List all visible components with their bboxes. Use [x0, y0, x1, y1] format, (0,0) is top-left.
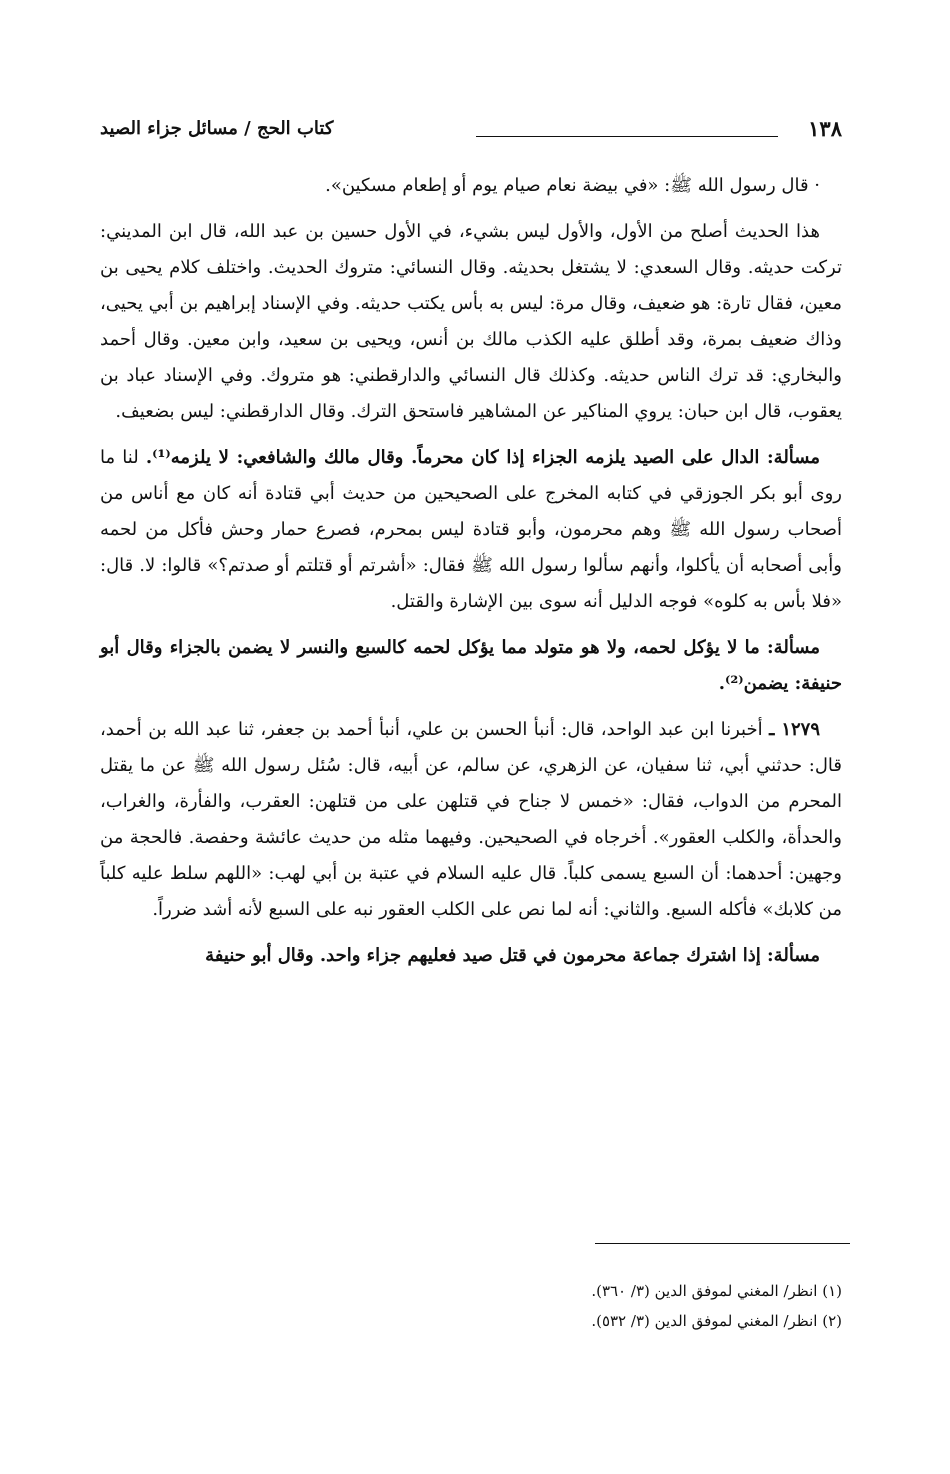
hadith-number: ١٢٧٩ ـ — [769, 719, 820, 740]
paragraph-text: أخبرنا ابن عبد الواحد، قال: أنبأ الحسن بن علي، أنبأ أحمد بن جعفر، ثنا عبد الله بن أحمد، قال: حدثني أبي، ثنا سفيان، عن الزهري، عن سالم، عن أبيه، قال: سُئل رسول الله ﷺ عن ما يقتل المحرم من الدواب، فقال: «خمس لا جناح في قتلهن على من قتلهن: العقرب، والفأرة، والغراب، والحدأة، والكلب العقور». أخرجاه في الصحيحين. وفيهما مثله من حديث عائشة وحفصة. فالحجة من وجهين: أحدهما: أن السبع يسمى كلباً. قال عليه السلام في عتبة بن أبي لهب: «اللهم سلط عليه كلباً من كلابك» فأكله السبع. والثاني: أنه لما نص على الكلب العقور نبه على السبع لأنه أشد ضرراً. — [100, 719, 842, 920]
paragraph-masala-dal — [100, 440, 842, 620]
paragraph-text: · قال رسول الله ﷺ: «في بيضة نعام صيام يوم أو إطعام مسكين». — [325, 175, 820, 196]
page-number: ١٣٨ — [808, 116, 842, 141]
paragraph-text: لنا ما روى أبو بكر الجوزقي في كتابه المخرج على الصحيحين من حديث أبي قتادة أنه كان مع أناس من أصحاب رسول الله ﷺ وهم محرمون، وأبو قتادة ليس بمحرم، فصرع حمار وحش فأكل من لحمه وأبى أصحابه أن يأكلوا، وأنهم سألوا رسول الله ﷺ فقال: «أشرتم أو قتلتم أو صدتم؟» قالوا: لا. قال: «فلا بأس به كلوه» فوجه الدليل أنه سوى بين الإشارة والقتل. — [100, 447, 842, 612]
main-text — [100, 168, 842, 984]
footnote-2: (٢) انظر/ المغني لموفق الدين (٣/ ٥٣٢). — [591, 1312, 842, 1330]
running-title: كتاب الحج / مسائل جزاء الصيد — [100, 118, 334, 139]
masala-heading: مسألة: إذا اشترك جماعة محرمون في قتل صيد فعليهم جزاء واحد. وقال أبو حنيفة — [205, 945, 820, 966]
masala-heading: مسألة: ما لا يؤكل لحمه، ولا هو متولد مما يؤكل لحمه كالسبع والنسر لا يضمن بالجزاء وقال أبو حنيفة: يضمن⁽²⁾. — [100, 637, 842, 694]
footnote-separator — [595, 1243, 850, 1244]
paragraph-masala-jamaa — [100, 938, 842, 974]
paragraph-masala-sabu — [100, 630, 842, 702]
masala-heading: مسألة: الدال على الصيد يلزمه الجزاء إذا كان محرماً. وقال مالك والشافعي: لا يلزمه⁽¹⁾. — [145, 447, 820, 468]
paragraph-hadith-quote — [100, 168, 842, 204]
paragraph-isnad-critique — [100, 214, 842, 430]
paragraph-text: هذا الحديث أصلح من الأول، والأول ليس بشيء، في الأول حسين بن عبد الله، قال ابن المديني: تركت حديثه. وقال السعدي: لا يشتغل بحديثه. وقال النسائي: متروك الحديث. واختلف كلام يحيى بن معين، فقال تارة: هو ضعيف، وقال مرة: ليس به بأس يكتب حديثه. وفي الإسناد إبراهيم بن أبي يحيى، وذاك ضعيف بمرة، وقد أطلق عليه الكذب مالك بن أنس، ويحيى بن سعيد، وابن معين. وقال أحمد والبخاري: قد ترك الناس حديثه. وكذلك قال النسائي والدارقطني: هو متروك. وفي الإسناد عباد بن يعقوب، قال ابن حبان: يروي المناكير عن المشاهير فاستحق الترك. وقال الدارقطني: ليس بضعيف. — [100, 221, 842, 422]
footnote-1: (١) انظر/ المغني لموفق الدين (٣/ ٣٦٠). — [591, 1282, 842, 1300]
paragraph-hadith-1279 — [100, 712, 842, 928]
page-header — [100, 116, 842, 146]
footnotes — [100, 1276, 842, 1336]
header-rule — [476, 136, 778, 137]
